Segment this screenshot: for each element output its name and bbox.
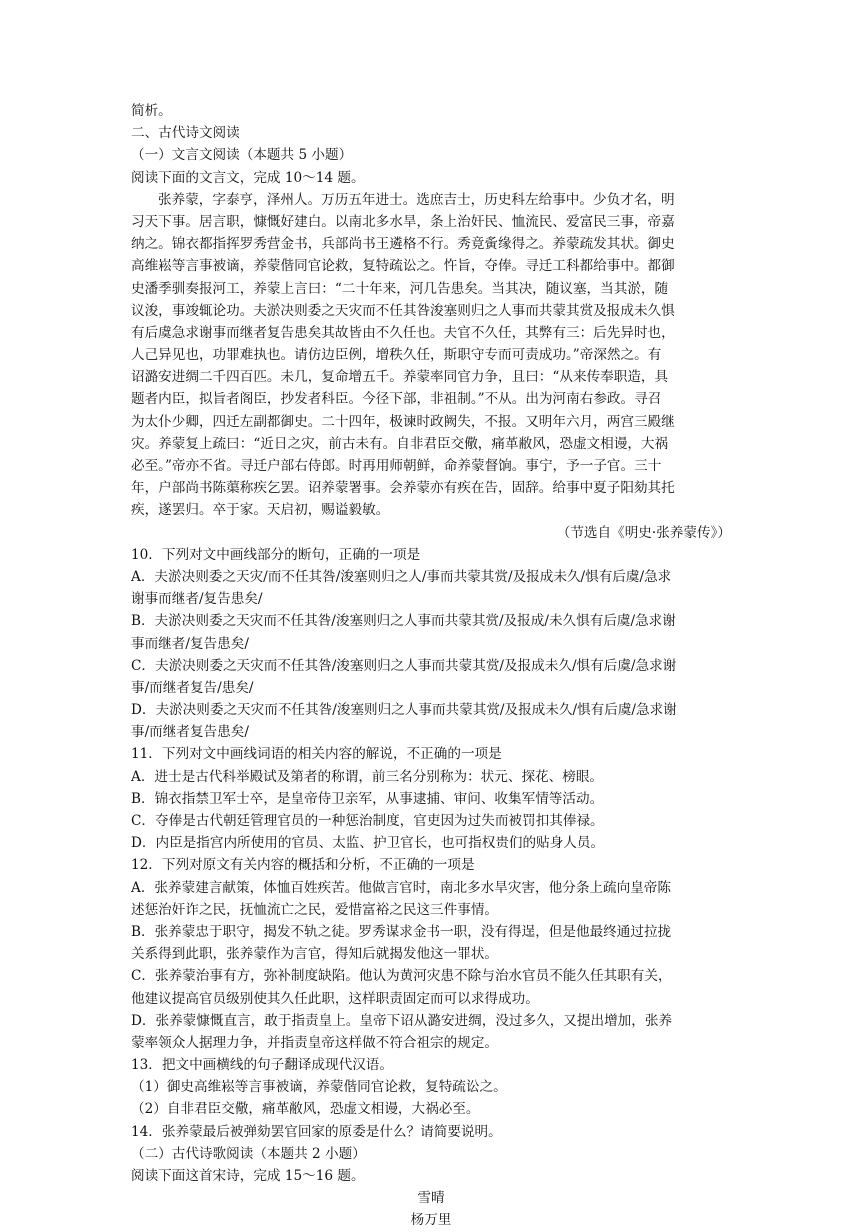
poem-author: 杨万里 bbox=[410, 1212, 452, 1229]
option-line: 事而继者/复告患矣/ bbox=[131, 635, 249, 652]
question-13: 13．把文中画横线的句子翻译成现代汉语。 bbox=[131, 1057, 393, 1074]
passage-line: 高维崧等言事被谪，养蒙偕同官论救，复特疏讼之。忤旨，夺俸。寻迁工科都给事中。都御 bbox=[131, 258, 675, 275]
option-line: 述惩治奸诈之民，抚恤流亡之民，爱惜富裕之民这三件事情。 bbox=[131, 901, 499, 918]
option-line: C．夫淤决则委之天灾而不任其咎/浚塞则归之人事而共蒙其赏/及报成未久/惧有后虞/急求谢 bbox=[131, 657, 677, 674]
subsection-heading: （二）古代诗歌阅读（本题共 2 小题） bbox=[131, 1145, 366, 1162]
passage-line: 灾。养蒙复上疏曰：“近日之灾，前古未有。自非君臣交儆，痛革敝风，恐虚文相谩，大祸 bbox=[131, 435, 669, 452]
option-line: C．张养蒙治事有方，弥补制度缺陷。他认为黄河灾患不除与治水官员不能久任其职有关， bbox=[131, 968, 672, 985]
question-12: 12．下列对原文有关内容的概括和分析，不正确的一项是 bbox=[131, 857, 475, 874]
passage-line: 有后虞急求谢事而继者复告患矣其故皆由不久任也。夫官不久任，其弊有三：后先异时也， bbox=[131, 324, 675, 341]
source-citation: （节选自《明史·张养蒙传》） bbox=[556, 524, 731, 541]
option-line: C．夺俸是古代朝廷管理官员的一种惩治制度，官吏因为过失而被罚扣其俸禄。 bbox=[131, 813, 604, 829]
option-line: A．进士是古代科举殿试及第者的称谓，前三名分别称为：状元、探花、榜眼。 bbox=[131, 768, 604, 785]
option-line: B．张养蒙忠于职守，揭发不轨之徒。罗秀谋求金书一职，没有得逞，但是他最终通过拉拢 bbox=[131, 923, 672, 940]
question-10: 10．下列对文中画线部分的断句，正确的一项是 bbox=[131, 546, 421, 563]
passage-line: 习天下事。居言职，慷慨好建白。以南北多水旱，条上治奸民、恤流民、爱富民三事，帝嘉 bbox=[131, 213, 675, 230]
option-line: B．夫淤决则委之天灾而不任其咎/浚塞则归之人事而共蒙其赏/及报成/未久惧有后虞/急求谢 bbox=[131, 613, 676, 630]
instruction-line: 阅读下面的文言文，完成 10～14 题。 bbox=[131, 169, 365, 186]
instruction-line: 阅读下面这首宋诗，完成 15～16 题。 bbox=[131, 1168, 365, 1184]
option-line: A．张养蒙建言献策，体恤百姓疾苦。他做言官时，南北多水旱灾害，他分条上疏向皇帝陈 bbox=[131, 879, 671, 896]
poem-title: 雪晴 bbox=[417, 1190, 445, 1207]
option-line: 他建议提高官员级别使其久任此职，这样职责固定而可以求得成功。 bbox=[131, 990, 539, 1007]
passage-line: 年，户部尚书陈蕖称疾乞罢。诏养蒙署事。会养蒙亦有疾在告，固辞。给事中夏子阳劾其托 bbox=[131, 480, 675, 497]
option-line: D．内臣是指宫内所使用的官员、太监、护卫官长，也可指权贵们的贴身人员。 bbox=[131, 835, 605, 852]
passage-line: 诏潞安进绸二千四百匹。未几，复命增五千。养蒙率同官力争，且曰：“从来传奉职造，具 bbox=[131, 369, 669, 386]
passage-line: 疾，遂罢归。卒于家。天启初，赐谥毅敏。 bbox=[131, 502, 390, 519]
passage-line: 为太仆少卿，四迁左副都御史。二十四年，极谏时政阙失，不报。又明年六月，两宫三殿继 bbox=[131, 413, 675, 430]
question-11: 11．下列对文中画线词语的相关内容的解说，不正确的一项是 bbox=[131, 746, 502, 763]
option-line: 关系得到此职，张养蒙作为言官，得知后就揭发他这一罪状。 bbox=[131, 946, 499, 963]
passage-line: 议浚，事竣辄论功。夫淤决则委之天灾而不任其咎浚塞则归之人事而共蒙其赏及报成未久惧 bbox=[131, 302, 675, 319]
passage-line: 人己异见也，功罪难执也。请仿边臣例，增秩久任，斯职守专而可责成功。”帝深然之。有 bbox=[131, 347, 662, 364]
sub-question: （1）御史高维崧等言事被谪，养蒙偕同官论救，复特疏讼之。 bbox=[131, 1079, 507, 1096]
passage-line: 史潘季驯奏报河工，养蒙上言曰：“二十年来，河几告患矣。当其决，随议塞，当其淤，随 bbox=[131, 280, 669, 297]
subsection-heading: （一）文言文阅读（本题共 5 小题） bbox=[131, 147, 353, 164]
passage-line: 必至。”帝亦不省。寻迁户部右侍郎。时再用师朝鲜，命养蒙督饷。事宁，予一子官。三十 bbox=[131, 458, 662, 474]
question-14: 14．张养蒙最后被弹劾罢官回家的原委是什么？请简要说明。 bbox=[131, 1123, 502, 1140]
sub-question: （2）自非君臣交儆，痛革敝风，恐虚文相谩，大祸必至。 bbox=[131, 1101, 480, 1118]
option-line: B．锦衣指禁卫军士卒，是皇帝侍卫亲军，从事逮捕、审问、收集军情等活动。 bbox=[131, 790, 604, 807]
option-line: A．夫淤决则委之天灾/而不任其咎/浚塞则归之人/事而共蒙其赏/及报成未久/惧有后虞/急求 bbox=[131, 568, 672, 585]
option-line: D．张养蒙慷慨直言，敢于指责皇上。皇帝下诏从潞安进绸，没过多久，又提出增加，张养 bbox=[131, 1012, 673, 1029]
passage-line: 题者内臣，拟旨者阁臣，抄发者科臣。今径下部，非祖制。”不从。出为河南右参政。寻召 bbox=[131, 391, 662, 408]
passage-line: 纳之。锦衣都指挥罗秀营金书，兵部尚书王遴格不行。秀竟夤缘得之。养蒙疏发其状。御史 bbox=[131, 236, 675, 253]
text-line: 简析。 bbox=[131, 103, 172, 119]
section-heading: 二、古代诗文阅读 bbox=[131, 125, 240, 142]
option-line: 事/而继者复告/患矣/ bbox=[131, 679, 254, 696]
option-line: D．夫淤决则委之天灾而不任其咎/浚塞则归之人事而共蒙其赏/及报成未久/惧有后虞/急求谢 bbox=[131, 702, 677, 719]
option-line: 事/而继者复告患矣/ bbox=[131, 724, 249, 741]
option-line: 蒙率领众人据理力争，并指责皇帝这样做不符合祖宗的规定。 bbox=[131, 1034, 499, 1051]
document-page bbox=[131, 100, 731, 1232]
passage-line: 张养蒙，字泰亨，泽州人。万历五年进士。选庶吉士，历史科左给事中。少负才名，明 bbox=[158, 191, 675, 208]
option-line: 谢事而继者/复告患矣/ bbox=[131, 591, 263, 608]
